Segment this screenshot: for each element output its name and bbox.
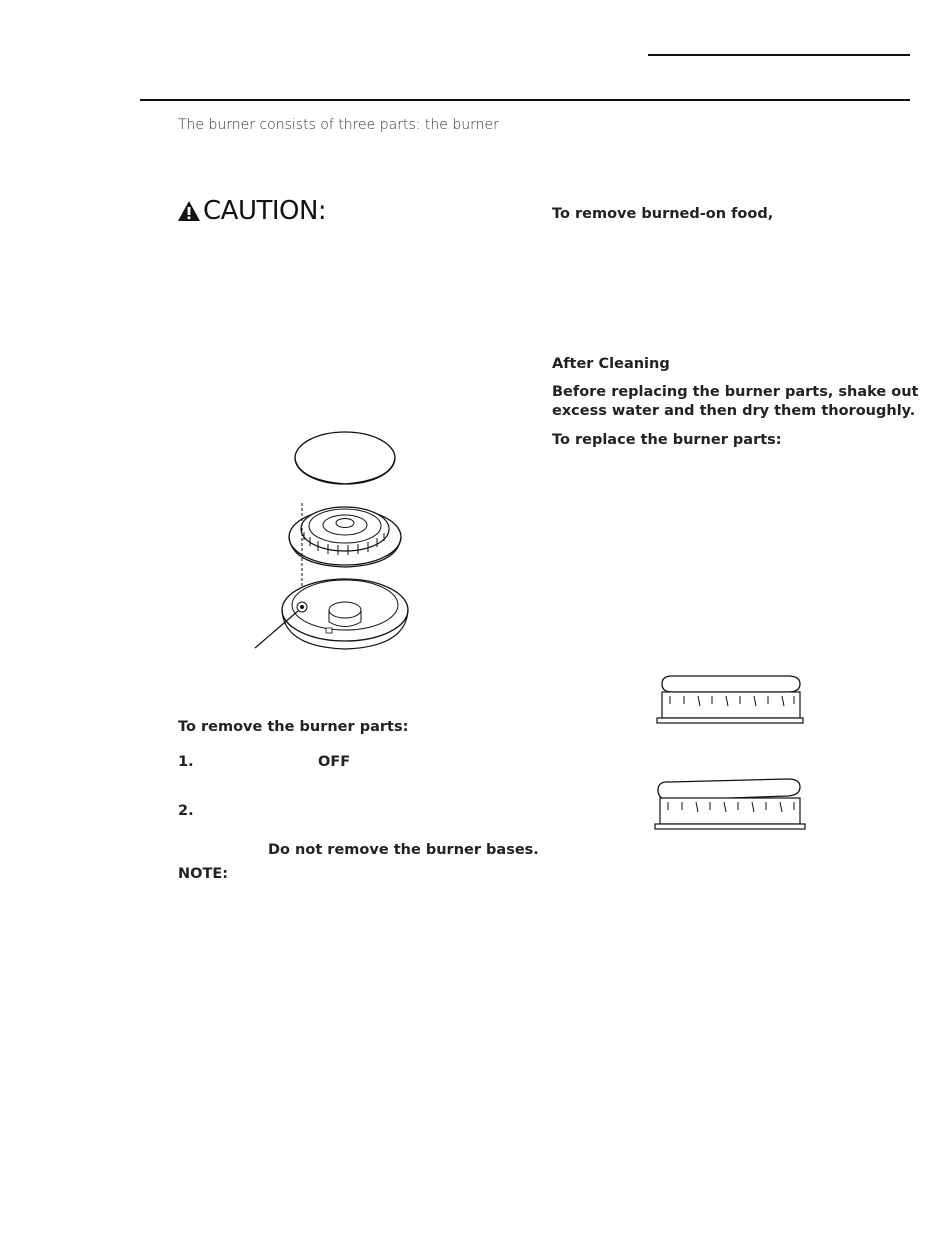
burner-head xyxy=(289,507,401,567)
intro-text: The burner consists of three parts: the burner xyxy=(178,117,499,133)
cap-incorrect-side-view xyxy=(650,776,810,836)
burned-on-food-text: To remove burned-on food, xyxy=(552,206,774,222)
step-2-number: 2. xyxy=(178,803,194,819)
remove-heading: To remove the burner parts: xyxy=(178,719,409,735)
before-replacing-line-1: Before replacing the burner parts, shake out xyxy=(552,384,919,400)
caution-heading xyxy=(177,196,326,226)
burner-exploded-diagram xyxy=(250,425,420,655)
header-rule xyxy=(140,99,910,101)
after-cleaning-heading: After Cleaning xyxy=(552,356,670,372)
note-label: NOTE: xyxy=(178,866,229,882)
step-1-off: OFF xyxy=(318,754,351,770)
burner-base xyxy=(282,579,408,649)
do-not-remove-warning: Do not remove the burner bases. xyxy=(268,842,539,858)
cap-correct-side-view xyxy=(652,672,808,730)
warning-triangle-icon xyxy=(177,200,201,222)
caution-label: CAUTION: xyxy=(203,196,327,226)
step-1-number: 1. xyxy=(178,754,194,770)
replace-heading: To replace the burner parts: xyxy=(552,432,782,448)
before-replacing-line-2: excess water and then dry them thoroughly. xyxy=(552,403,916,419)
header-rule-short xyxy=(648,54,910,56)
